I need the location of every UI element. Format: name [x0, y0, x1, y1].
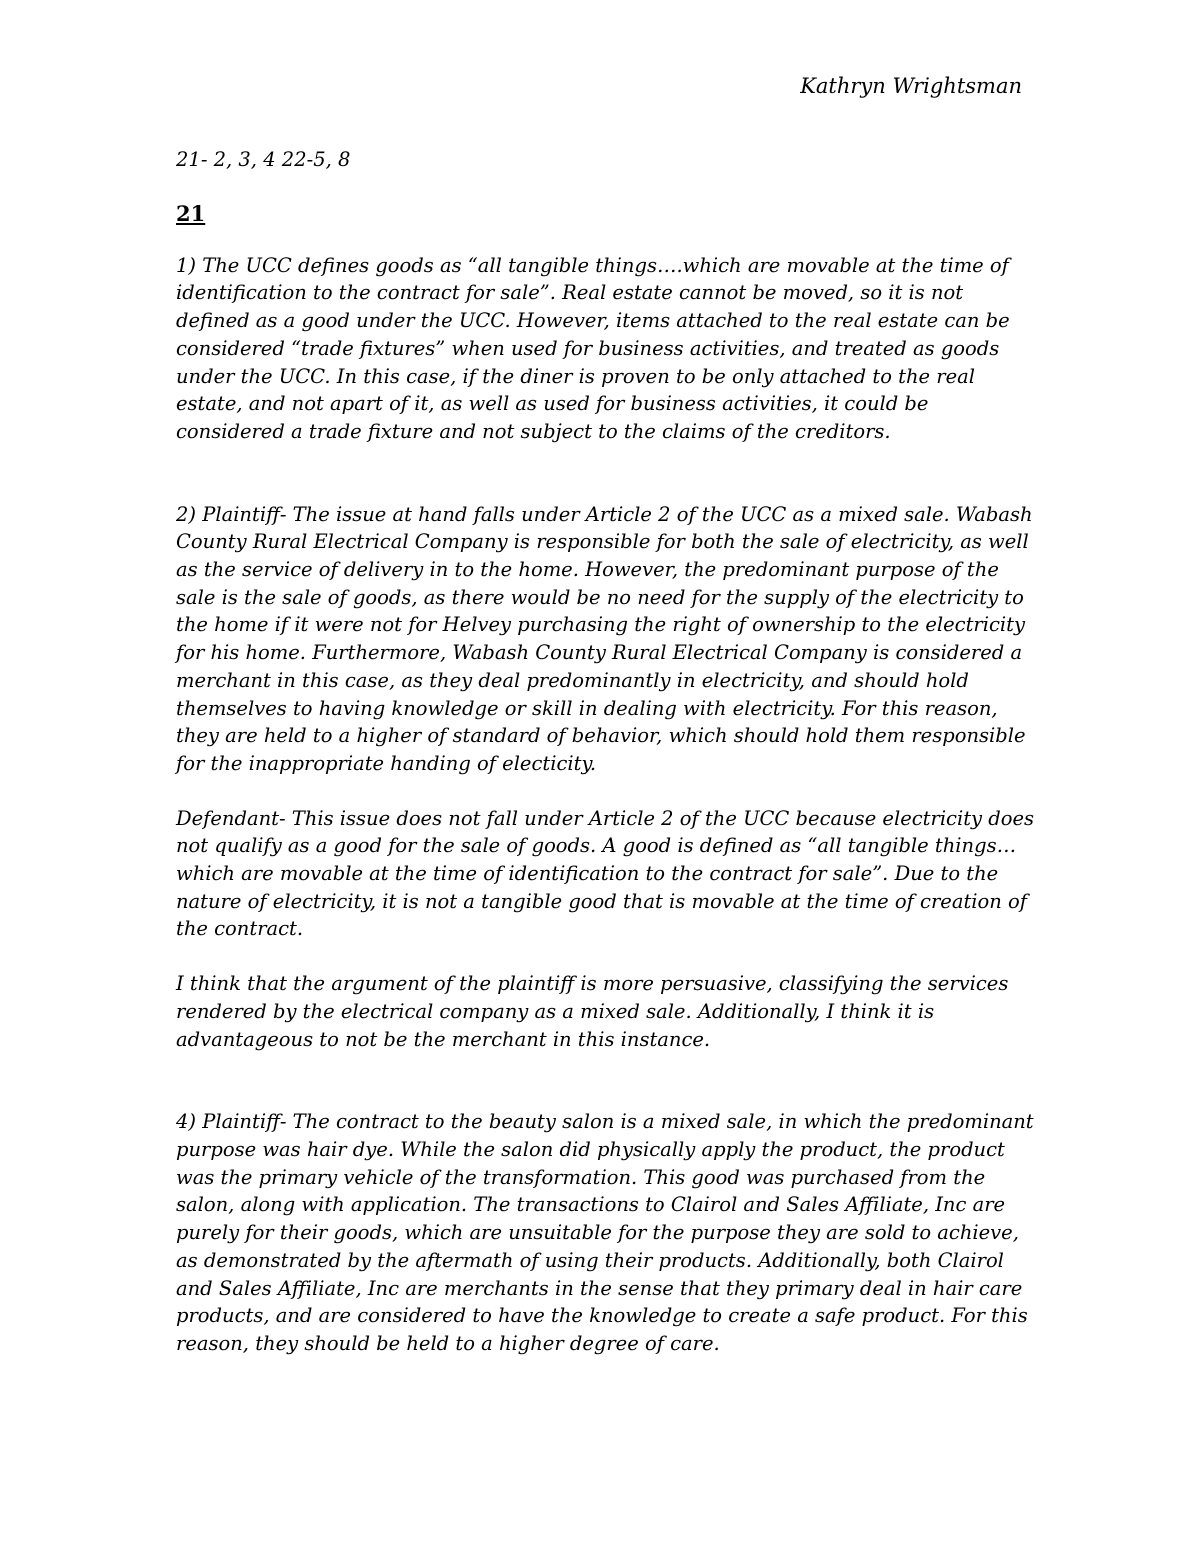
answer-4-plaintiff-paragraph: 4) Plaintiff- The contract to the beauty salon is a mixed sale, in which the predominant purpose was hair dye. While the salon did physically apply the product, the product was the primary vehicle of the transformation. This good was purchased from the salon, along with application. The transactions to Clairol and Sales Affiliate, Inc are purely for their goods, which are unsuitable for the purpose they are sold to achieve, as demonstrated by the aftermath of using their products. Additionally, both Clairol and Sales Affiliate, Inc are merchants in the sense that they primary deal in hair care products, and are considered to have the knowledge to create a safe product. For this reason, they should be held to a higher degree of care. — [176, 1110, 1034, 1355]
answer-2-opinion-paragraph: I think that the argument of the plaintiff is more persuasive, classifying the services rendered by the electrical company as a mixed sale. Additionally, I think it is advantageous to not be the merchant in this instance. — [176, 972, 1009, 1051]
section-heading: 21 — [176, 200, 206, 226]
answer-1-paragraph: 1) The UCC defines goods as “all tangible things….which are movable at the time of identification to the contract for sale”. Real estate cannot be moved, so it is not defined as a good under the UCC. However, items attached to the real estate can be considered “trade fixtures” when used for business activities, and treated as goods under the UCC. In this case, if the diner is proven to be only attached to the real estate, and not apart of it, as well as used for business activities, it could be considered a trade fixture and not subject to the claims of the creditors. — [176, 253, 1010, 443]
document-body — [176, 146, 1036, 1358]
author-name: Kathryn Wrightsman — [800, 74, 1022, 98]
answer-2-defendant-paragraph: Defendant- This issue does not fall under Article 2 of the UCC because electricity does not qualify as a good for the sale of goods. A good is defined as “all tangible things… which are movable at the time of identification to the contract for sale”. Due to the nature of electricity, it is not a tangible good that is movable at the time of creation of the contract. — [176, 806, 1035, 941]
assignment-references: 21- 2, 3, 4 22-5, 8 — [176, 148, 351, 171]
answer-2-plaintiff-paragraph: 2) Plaintiff- The issue at hand falls under Article 2 of the UCC as a mixed sale. Wabash County Rural Electrical Company is responsible for both the sale of electricity, as well as the service of delivery in to the home. However, the predominant purpose of the sale is the sale of goods, as there would be no need for the supply of the electricity to the home if it were not for Helvey purchasing the right of ownership to the electricity for his home. Furthermore, Wabash County Rural Electrical Company is considered a merchant in this case, as they deal predominantly in electricity, and should hold themselves to having knowledge or skill in dealing with electricity. For this reason, they are held to a higher of standard of behavior, which should hold them responsible for the inappropriate handing of electicity. — [176, 502, 1033, 775]
